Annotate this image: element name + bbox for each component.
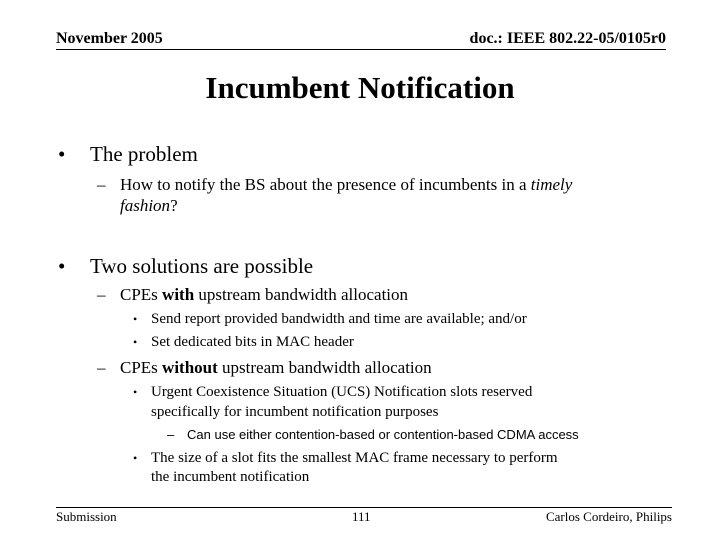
emphasis-timely: timely [530,175,573,194]
footer-page-number: 111 [352,509,371,524]
cpes-with-bold: with [162,285,195,304]
cpes-with-prefix: CPEs [120,285,163,304]
sub-bullet-cpes-with [97,285,408,305]
slide-title: Incumbent Notification [205,70,515,105]
bullet-marker: • [58,142,66,166]
footer-divider [56,507,672,508]
item-dedicated-bits-text: Set dedicated bits in MAC header [151,334,354,350]
bullet-marker: • [133,335,138,349]
item-contention-access [167,427,579,442]
item-slot-size-cont: the incumbent notification [151,469,310,485]
item-slot-size [133,450,558,467]
item-slot-size-text: The size of a slot fits the smallest MAC frame necessary to perform [151,450,558,466]
header-date: November 2005 [56,30,163,47]
dash-marker: – [97,285,106,304]
footer-submission: Submission [56,509,117,524]
bullet-marker: • [133,385,138,399]
bullet-problem-text: The problem [90,142,198,166]
dash-marker: – [97,175,106,194]
bullet-two-solutions-text: Two solutions are possible [90,254,314,278]
bullet-problem [58,142,198,167]
dash-marker: – [97,358,106,377]
sub-bullet-how-to-notify-cont [120,196,178,216]
header-divider [56,49,666,50]
question-mark: ? [170,196,178,215]
item-send-report [133,311,527,328]
item-contention-access-text: Can use either contention-based or contention-based CDMA access [187,427,579,442]
cpes-without-bold: without [162,358,218,377]
item-ucs-slots [133,384,532,401]
bullet-marker: • [58,254,66,278]
dash-marker: – [167,427,175,442]
bullet-marker: • [133,451,138,465]
item-send-report-text: Send report provided bandwidth and time are available; and/or [151,311,527,327]
sub-bullet-how-to-notify-text: How to notify the BS about the presence of incumbents in a [120,175,531,194]
sub-bullet-how-to-notify [97,175,572,195]
item-ucs-slots-cont: specifically for incumbent notification purposes [151,404,439,420]
cpes-without-prefix: CPEs [120,358,163,377]
cpes-without-suffix: upstream bandwidth allocation [217,358,432,377]
footer-author: Carlos Cordeiro, Philips [545,509,672,524]
sub-bullet-cpes-without [97,358,432,378]
cpes-with-suffix: upstream bandwidth allocation [194,285,409,304]
emphasis-fashion: fashion [120,196,171,215]
header-doc-id: doc.: IEEE 802.22-05/0105r0 [469,30,666,47]
item-ucs-slots-text: Urgent Coexistence Situation (UCS) Notification slots reserved [151,384,533,400]
bullet-marker: • [133,312,138,326]
bullet-two-solutions [58,254,313,279]
item-dedicated-bits [133,334,354,351]
